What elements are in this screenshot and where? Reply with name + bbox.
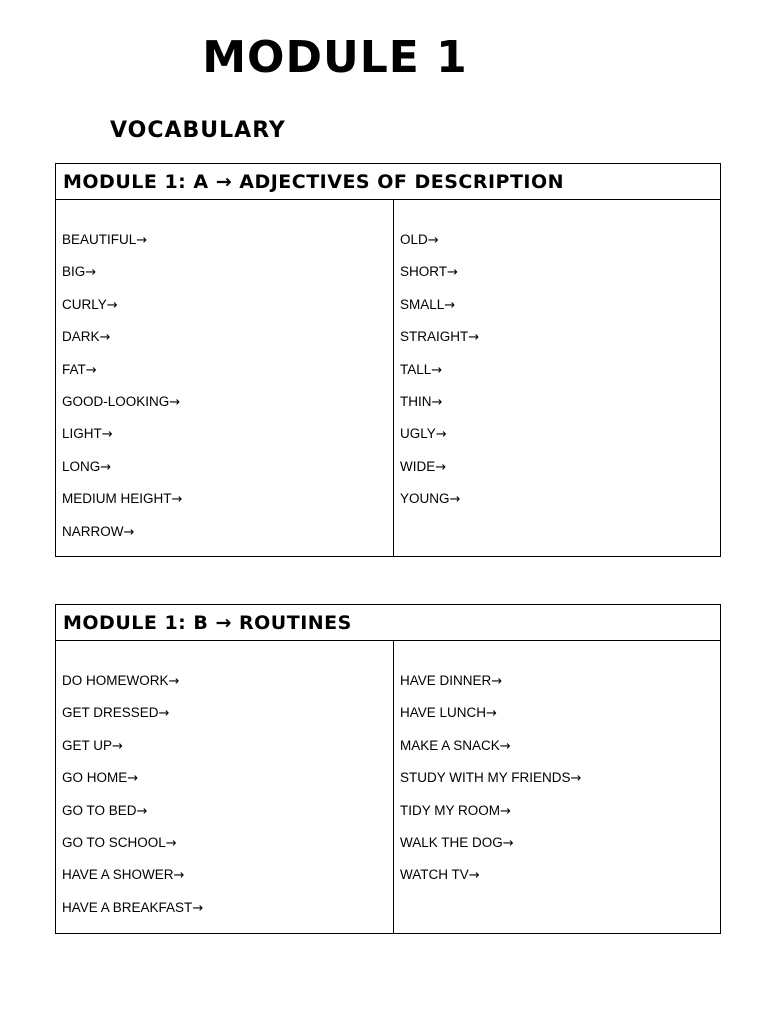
- arrow-icon: →: [486, 706, 497, 722]
- vocabulary-word: STRAIGHT: [400, 329, 469, 345]
- arrow-icon: →: [158, 706, 170, 722]
- vocabulary-word: HAVE LUNCH: [400, 705, 487, 721]
- arrow-icon: →: [136, 233, 148, 248]
- vocabulary-item: [62, 827, 393, 859]
- page-title: MODULE 1: [202, 32, 468, 83]
- arrow-icon: →: [100, 459, 112, 475]
- arrow-icon: →: [123, 524, 135, 540]
- arrow-icon: →: [500, 803, 511, 819]
- vocabulary-word: UGLY: [400, 426, 436, 442]
- vocabulary-item: [62, 892, 393, 924]
- arrow-icon: →: [127, 771, 139, 787]
- vocabulary-item: [400, 859, 720, 891]
- vocabulary-word: DARK: [62, 329, 100, 345]
- arrow-icon: →: [431, 362, 443, 378]
- vocabulary-item: [400, 827, 720, 859]
- arrow-icon: →: [431, 394, 443, 410]
- arrow-icon: →: [192, 900, 204, 916]
- arrow-icon: →: [173, 868, 185, 884]
- arrow-icon: →: [168, 674, 180, 689]
- vocabulary-word: BIG: [62, 264, 86, 280]
- adjectives-right-column: [394, 200, 720, 556]
- adjectives-table-heading: MODULE 1: A → ADJECTIVES OF DESCRIPTION: [56, 164, 720, 200]
- vocabulary-item: [400, 386, 720, 418]
- routines-right-column: [394, 641, 720, 933]
- arrow-icon: →: [499, 738, 511, 754]
- vocabulary-item: [62, 795, 393, 827]
- arrow-icon: →: [165, 835, 177, 851]
- vocabulary-word: GO HOME: [62, 770, 128, 786]
- vocabulary-item: [62, 483, 393, 515]
- vocabulary-word: HAVE A SHOWER: [62, 867, 174, 883]
- vocabulary-item: [400, 321, 720, 353]
- arrow-icon: →: [85, 362, 97, 378]
- routines-table-body: [56, 641, 720, 933]
- vocabulary-word: STUDY WITH MY FRIENDS: [400, 770, 571, 786]
- arrow-icon: →: [112, 738, 123, 754]
- vocabulary-word: WALK THE DOG: [400, 834, 503, 850]
- vocabulary-item: [62, 386, 393, 418]
- arrow-icon: →: [435, 427, 447, 443]
- vocabulary-item: [400, 665, 720, 697]
- vocabulary-word: BEAUTIFUL: [62, 232, 137, 247]
- vocabulary-word: WATCH TV: [400, 867, 469, 883]
- arrow-icon: →: [468, 868, 480, 884]
- vocabulary-item: [62, 354, 393, 386]
- vocabulary-word: TIDY MY ROOM: [400, 802, 501, 818]
- vocabulary-word: SHORT: [400, 264, 448, 280]
- vocabulary-word: LONG: [62, 458, 101, 474]
- vocabulary-item: [62, 256, 393, 288]
- vocabulary-item: [400, 451, 720, 483]
- vocabulary-word: THIN: [400, 393, 432, 409]
- vocabulary-item: [62, 762, 393, 794]
- arrow-icon: →: [491, 674, 503, 689]
- vocabulary-item: [62, 451, 393, 483]
- vocabulary-word: MEDIUM HEIGHT: [62, 491, 172, 507]
- vocabulary-item: [62, 289, 393, 321]
- vocabulary-item: [62, 859, 393, 891]
- routines-left-column: [56, 641, 394, 933]
- vocabulary-word: GOOD-LOOKING: [62, 393, 170, 409]
- vocabulary-item: [400, 795, 720, 827]
- vocabulary-word: YOUNG: [400, 491, 450, 507]
- vocabulary-item: [400, 762, 720, 794]
- vocabulary-item: [400, 256, 720, 288]
- vocabulary-item: [400, 418, 720, 450]
- vocabulary-item: [62, 730, 393, 762]
- vocabulary-item: [62, 697, 393, 729]
- arrow-icon: →: [435, 459, 447, 475]
- vocabulary-word: CURLY: [62, 296, 107, 312]
- vocabulary-word: GET UP: [62, 737, 113, 753]
- arrow-icon: →: [136, 803, 148, 819]
- arrow-icon: →: [427, 233, 439, 248]
- routines-table-heading: MODULE 1: B → ROUTINES: [56, 605, 720, 641]
- arrow-icon: →: [447, 265, 458, 281]
- vocabulary-word: FAT: [62, 361, 86, 377]
- vocabulary-item: [400, 730, 720, 762]
- arrow-icon: →: [449, 492, 461, 508]
- vocabulary-word: HAVE A BREAKFAST: [62, 899, 193, 915]
- vocabulary-word: HAVE DINNER: [400, 673, 492, 688]
- vocabulary-word: SMALL: [400, 296, 445, 312]
- vocabulary-word: MAKE A SNACK: [400, 737, 500, 753]
- arrow-icon: →: [570, 771, 582, 787]
- vocabulary-item: [62, 516, 393, 548]
- vocabulary-item: [62, 224, 393, 256]
- vocabulary-item: [62, 665, 393, 697]
- vocabulary-item: [400, 697, 720, 729]
- routines-table: [55, 604, 721, 934]
- adjectives-left-column: [56, 200, 394, 556]
- arrow-icon: →: [444, 297, 456, 313]
- vocabulary-item: [400, 224, 720, 256]
- vocabulary-word: GO TO BED: [62, 802, 137, 818]
- vocabulary-heading: VOCABULARY: [110, 118, 286, 143]
- vocabulary-word: GO TO SCHOOL: [62, 834, 166, 850]
- vocabulary-word: DO HOMEWORK: [62, 673, 169, 688]
- arrow-icon: →: [502, 835, 514, 851]
- arrow-icon: →: [101, 427, 113, 443]
- vocabulary-item: [62, 321, 393, 353]
- arrow-icon: →: [468, 330, 480, 346]
- vocabulary-item: [400, 289, 720, 321]
- vocabulary-item: [400, 483, 720, 515]
- arrow-icon: →: [106, 297, 118, 313]
- vocabulary-item: [62, 418, 393, 450]
- vocabulary-word: OLD: [400, 232, 428, 247]
- vocabulary-word: NARROW: [62, 523, 124, 539]
- arrow-icon: →: [99, 330, 111, 346]
- vocabulary-word: TALL: [400, 361, 432, 377]
- arrow-icon: →: [85, 265, 97, 281]
- arrow-icon: →: [171, 492, 183, 508]
- vocabulary-word: LIGHT: [62, 426, 102, 442]
- adjectives-table: [55, 163, 721, 557]
- adjectives-table-body: [56, 200, 720, 556]
- arrow-icon: →: [169, 394, 181, 410]
- vocabulary-word: WIDE: [400, 458, 436, 474]
- vocabulary-item: [400, 354, 720, 386]
- vocabulary-word: GET DRESSED: [62, 705, 159, 721]
